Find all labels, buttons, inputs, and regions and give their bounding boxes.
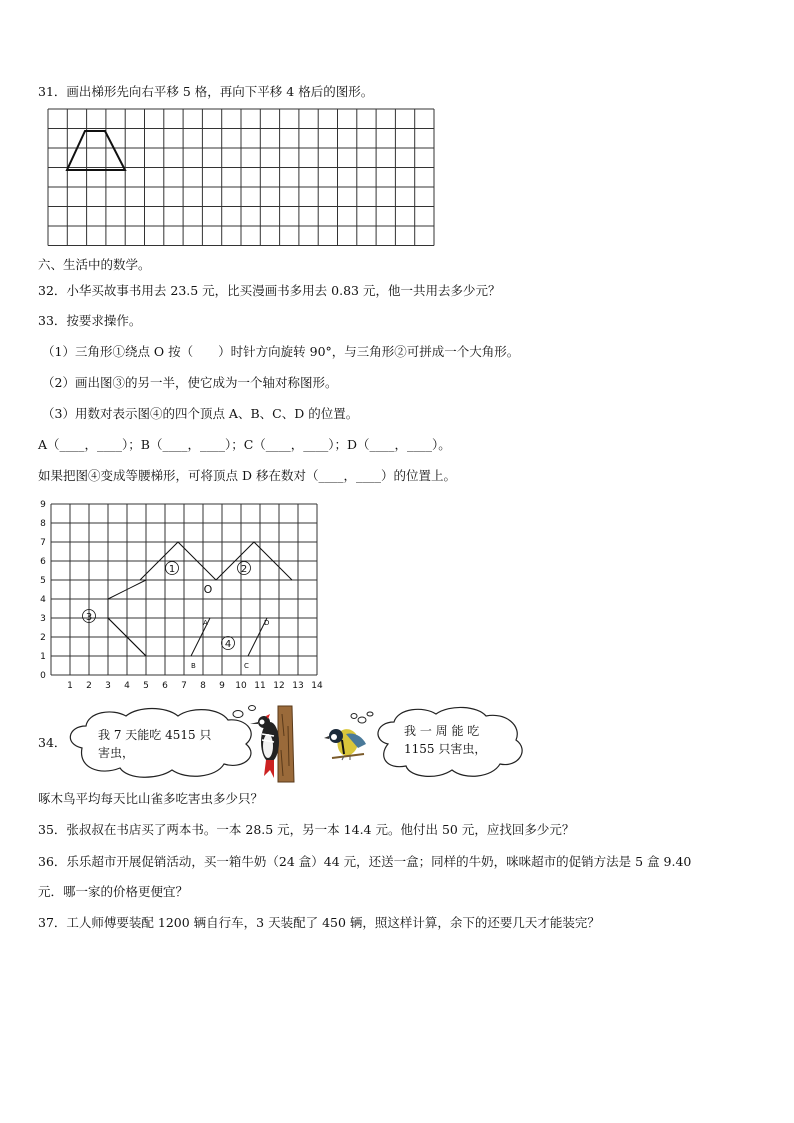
grid2-x-tick: 14: [311, 681, 323, 691]
tit-bird-icon: [318, 710, 378, 770]
question-32: 32．小华买故事书用去 23.5 元，比买漫画书多用去 0.83 元，他一共用去多少元？: [38, 283, 501, 298]
bubble1-line2: 害虫，: [98, 746, 135, 760]
question-31: 31．画出梯形先向右平移 5 格，再向下平移 4 格后的图形。: [38, 84, 374, 99]
question-33-part2: （2）画出图③的另一半，使它成为一个轴对称图形。: [42, 375, 338, 390]
label-point-c: C: [244, 662, 249, 670]
grid2-y-tick: 4: [40, 595, 46, 605]
grid2-x-tick: 13: [292, 681, 304, 691]
question-33: 33．按要求操作。: [38, 313, 142, 328]
grid2-x-tick: 8: [200, 681, 206, 691]
label-point-o: O: [203, 583, 213, 596]
thought-bubble-left: [62, 704, 267, 784]
grid2-x-tick: 11: [254, 681, 266, 691]
label-point-d: D: [264, 619, 270, 627]
grid2-x-tick: 1: [67, 681, 73, 691]
question-37: 37．工人师傅要装配 1200 辆自行车，3 天装配了 450 辆，照这样计算，余下的还要几天才能装完？: [38, 915, 600, 930]
coordinate-grid: [38, 495, 323, 695]
label-shape-1: 1: [168, 564, 176, 575]
question-34-text: 啄木鸟平均每天比山雀多吃害虫多少只？: [38, 791, 264, 806]
label-shape-2: 2: [240, 564, 248, 575]
section-6-title: 六、生活中的数学。: [38, 257, 151, 272]
grid2-x-tick: 7: [181, 681, 187, 691]
grid2-x-tick: 6: [162, 681, 168, 691]
question-34-number: 34．: [38, 735, 67, 750]
question-35: 35．张叔叔在书店买了两本书。一本 28.5 元，另一本 14.4 元。他付出 50 元，应找回多少元？: [38, 822, 575, 837]
grid2-y-tick: 0: [40, 671, 46, 681]
label-shape-4: 4: [224, 639, 232, 650]
bubble2-line1: 我 一 周 能 吃: [404, 724, 480, 738]
label-point-b: B: [191, 662, 196, 670]
grid2-x-tick: 4: [124, 681, 130, 691]
bubble2-line2: 1155 只害虫，: [404, 742, 487, 756]
grid2-y-tick: 8: [40, 519, 46, 529]
label-shape-3: 3: [85, 612, 93, 623]
grid2-x-tick: 3: [105, 681, 111, 691]
grid2-y-tick: 2: [40, 633, 46, 643]
grid2-y-tick: 1: [40, 652, 46, 662]
question-33-trapezoid: 如果把图④变成等腰梯形，可将顶点 D 移在数对（____，____）的位置上。: [38, 468, 456, 483]
grid2-x-tick: 2: [86, 681, 92, 691]
grid2-x-tick: 12: [273, 681, 285, 691]
question-36-line2: 元．哪一家的价格更便宜？: [38, 884, 189, 899]
grid2-y-tick: 6: [40, 557, 46, 567]
bubble1-line1: 我 7 天能吃 4515 只: [98, 728, 212, 742]
question-33-coords: A（____，____）；B（____，____）；C（____，____）；D（____，____）。: [38, 437, 451, 452]
question-33-part1: （1）三角形①绕点 O 按（ ）时针方向旋转 90°，与三角形②可拼成一个大角形。: [42, 344, 520, 359]
woodpecker-icon: [248, 706, 296, 782]
label-point-a: A: [203, 619, 208, 627]
grid2-x-tick: 9: [219, 681, 225, 691]
question-36-line1: 36．乐乐超市开展促销活动，买一箱牛奶（24 盒）44 元，还送一盒；同样的牛奶，咪咪超市的促销方法是 5 盒 9.40: [38, 854, 692, 869]
grid2-y-tick: 9: [40, 500, 46, 510]
grid2-x-tick: 10: [235, 681, 247, 691]
question-33-part3: （3）用数对表示图④的四个顶点 A、B、C、D 的位置。: [42, 406, 359, 421]
grid2-y-tick: 5: [40, 576, 46, 586]
grid2-y-tick: 3: [40, 614, 46, 624]
trapezoid-shape: [67, 131, 125, 170]
grid2-x-tick: 5: [143, 681, 149, 691]
grid2-y-tick: 7: [40, 538, 46, 548]
trapezoid-grid: [47, 108, 437, 248]
